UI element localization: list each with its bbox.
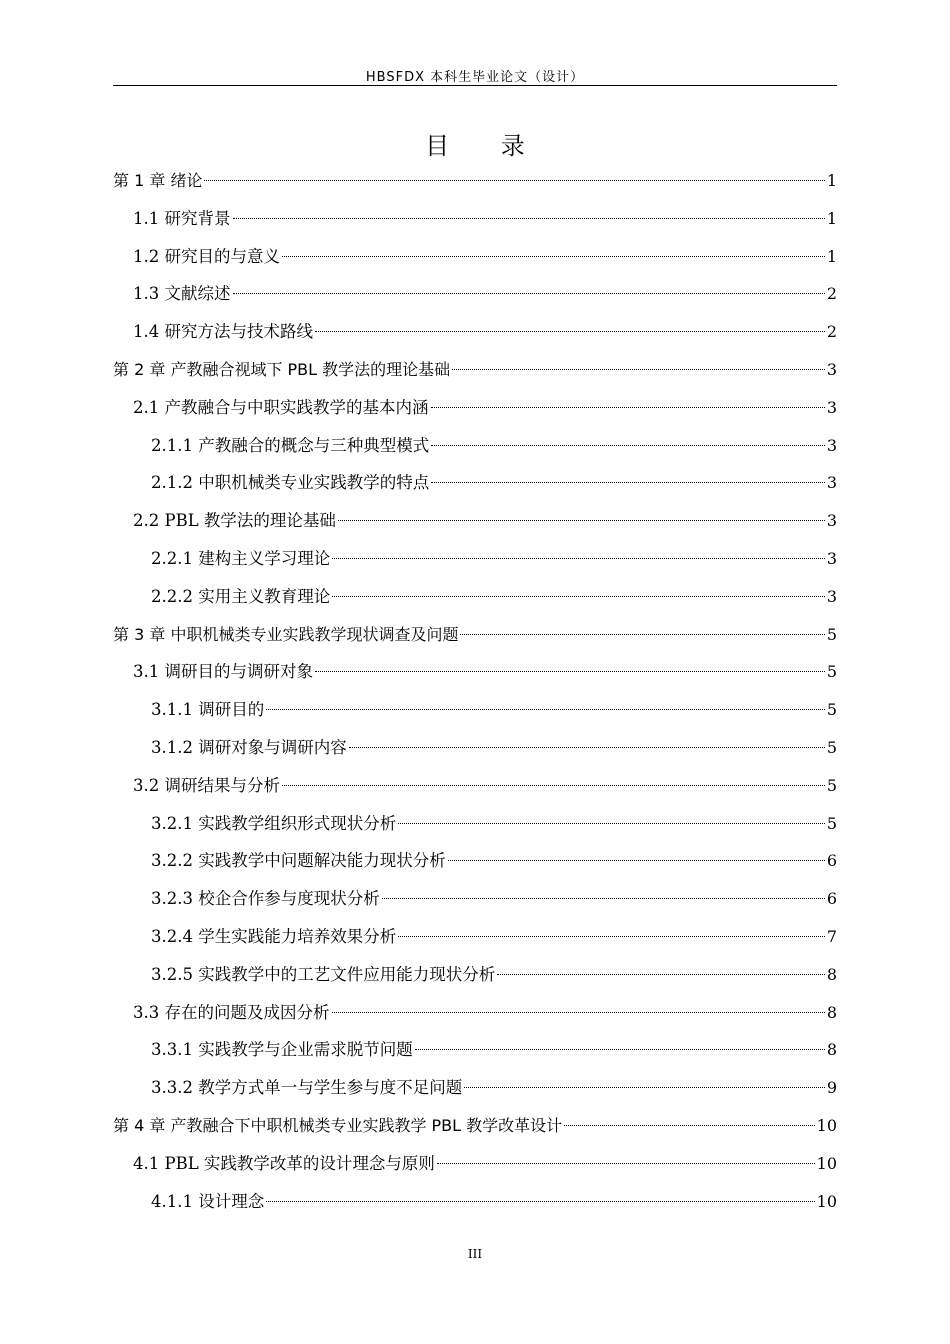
dot-leader bbox=[452, 369, 825, 370]
toc-entry-label: 3.1.2 调研对象与调研内容 bbox=[151, 737, 347, 757]
toc-entry-label: 4.1.1 设计理念 bbox=[151, 1191, 265, 1211]
toc-entry-page: 3 bbox=[826, 473, 837, 493]
toc-entry-label: 2.1.2 中职机械类专业实践教学的特点 bbox=[151, 473, 430, 493]
toc-entry[interactable] bbox=[113, 540, 837, 578]
header-rule bbox=[113, 85, 837, 86]
toc-entry-page: 10 bbox=[816, 1115, 837, 1135]
toc-entry[interactable] bbox=[113, 464, 837, 502]
toc-entry-label: 2.1 产教融合与中职实践教学的基本内涵 bbox=[133, 397, 429, 417]
dot-leader bbox=[332, 596, 825, 597]
dot-leader bbox=[266, 1201, 814, 1202]
dot-leader bbox=[315, 331, 825, 332]
toc-entry-label: 3.2.5 实践教学中的工艺文件应用能力现状分析 bbox=[151, 964, 496, 984]
toc-entry-label: 3.2.4 学生实践能力培养效果分析 bbox=[151, 926, 397, 946]
toc-entry-page: 3 bbox=[826, 511, 837, 531]
toc-entry[interactable] bbox=[113, 238, 837, 276]
toc-entry-page: 2 bbox=[826, 284, 837, 304]
toc-entry-page: 8 bbox=[826, 1040, 837, 1060]
toc-entry[interactable] bbox=[113, 918, 837, 956]
toc-entry[interactable] bbox=[113, 805, 837, 843]
toc-entry-page: 5 bbox=[826, 700, 837, 720]
toc-entry-page: 6 bbox=[826, 889, 837, 909]
toc-entry[interactable] bbox=[113, 578, 837, 616]
toc-entry-label: 1.4 研究方法与技术路线 bbox=[133, 322, 313, 342]
table-of-contents bbox=[113, 162, 837, 1220]
toc-entry-label: 1.2 研究目的与意义 bbox=[133, 246, 280, 266]
dot-leader bbox=[398, 936, 825, 937]
toc-entry-label: 2.2.1 建构主义学习理论 bbox=[151, 548, 331, 568]
toc-entry-page: 3 bbox=[826, 586, 837, 606]
toc-entry-page: 5 bbox=[826, 737, 837, 757]
dot-leader bbox=[464, 1087, 825, 1088]
toc-entry-page: 7 bbox=[826, 926, 837, 946]
toc-entry[interactable] bbox=[113, 313, 837, 351]
toc-entry-page: 1 bbox=[826, 246, 837, 266]
toc-entry-label: 3.3 存在的问题及成因分析 bbox=[133, 1002, 330, 1022]
toc-entry-page: 10 bbox=[816, 1191, 837, 1211]
toc-entry-page: 3 bbox=[826, 435, 837, 455]
dot-leader bbox=[332, 558, 825, 559]
dot-leader bbox=[338, 520, 825, 521]
toc-entry-page: 9 bbox=[826, 1078, 837, 1098]
dot-leader bbox=[431, 445, 825, 446]
toc-entry[interactable] bbox=[113, 616, 837, 654]
dot-leader bbox=[332, 1012, 825, 1013]
toc-entry[interactable] bbox=[113, 842, 837, 880]
toc-entry-page: 5 bbox=[826, 662, 837, 682]
toc-entry-page: 3 bbox=[826, 359, 837, 379]
dot-leader bbox=[431, 482, 825, 483]
dot-leader bbox=[415, 1049, 825, 1050]
dot-leader bbox=[398, 823, 825, 824]
toc-entry-page: 5 bbox=[826, 775, 837, 795]
toc-entry-page: 3 bbox=[826, 548, 837, 568]
toc-entry-label: 3.2.3 校企合作参与度现状分析 bbox=[151, 889, 380, 909]
dot-leader bbox=[282, 785, 825, 786]
toc-entry[interactable] bbox=[113, 502, 837, 540]
toc-entry-label: 2.2 PBL 教学法的理论基础 bbox=[133, 511, 336, 531]
toc-entry-page: 5 bbox=[826, 624, 837, 644]
toc-entry-page: 1 bbox=[826, 208, 837, 228]
toc-entry-label: 3.2.1 实践教学组织形式现状分析 bbox=[151, 813, 397, 833]
toc-entry[interactable] bbox=[113, 767, 837, 805]
toc-entry[interactable] bbox=[113, 162, 837, 200]
toc-entry[interactable] bbox=[113, 389, 837, 427]
dot-leader bbox=[564, 1125, 814, 1126]
dot-leader bbox=[349, 747, 825, 748]
toc-entry-label: 3.1.1 调研目的 bbox=[151, 700, 265, 720]
toc-entry-label: 3.1 调研目的与调研对象 bbox=[133, 662, 313, 682]
toc-entry-label: 第 3 章 中职机械类专业实践教学现状调查及问题 bbox=[113, 624, 459, 644]
toc-entry[interactable] bbox=[113, 1069, 837, 1107]
toc-entry-page: 3 bbox=[826, 397, 837, 417]
toc-entry[interactable] bbox=[113, 1031, 837, 1069]
dot-leader bbox=[315, 671, 825, 672]
toc-entry-label: 2.2.2 实用主义教育理论 bbox=[151, 586, 331, 606]
toc-entry-label: 3.3.2 教学方式单一与学生参与度不足问题 bbox=[151, 1078, 463, 1098]
dot-leader bbox=[431, 407, 825, 408]
toc-entry-page: 10 bbox=[816, 1153, 837, 1173]
toc-entry-label: 3.2.2 实践教学中问题解决能力现状分析 bbox=[151, 851, 446, 871]
toc-entry[interactable] bbox=[113, 275, 837, 313]
toc-entry-page: 8 bbox=[826, 964, 837, 984]
toc-entry[interactable] bbox=[113, 956, 837, 994]
toc-entry[interactable] bbox=[113, 729, 837, 767]
dot-leader bbox=[382, 898, 825, 899]
dot-leader bbox=[497, 974, 825, 975]
toc-entry-label: 3.2 调研结果与分析 bbox=[133, 775, 280, 795]
toc-entry-page: 6 bbox=[826, 851, 837, 871]
dot-leader bbox=[448, 860, 825, 861]
dot-leader bbox=[437, 1163, 815, 1164]
toc-entry-label: 2.1.1 产教融合的概念与三种典型模式 bbox=[151, 435, 430, 455]
toc-entry-page: 2 bbox=[826, 322, 837, 342]
toc-entry-label: 1.1 研究背景 bbox=[133, 208, 231, 228]
toc-entry-label: 第 4 章 产教融合下中职机械类专业实践教学 PBL 教学改革设计 bbox=[113, 1115, 563, 1135]
toc-entry-label: 4.1 PBL 实践教学改革的设计理念与原则 bbox=[133, 1153, 435, 1173]
toc-entry[interactable] bbox=[113, 1183, 837, 1221]
toc-entry[interactable] bbox=[113, 994, 837, 1032]
toc-entry-page: 8 bbox=[826, 1002, 837, 1022]
dot-leader bbox=[233, 218, 825, 219]
running-header: HBSFDX 本科生毕业论文（设计） bbox=[365, 70, 585, 85]
toc-entry[interactable] bbox=[113, 1107, 837, 1145]
toc-entry-page: 5 bbox=[826, 813, 837, 833]
toc-entry[interactable] bbox=[113, 200, 837, 238]
toc-entry[interactable] bbox=[113, 691, 837, 729]
dot-leader bbox=[204, 180, 824, 181]
dot-leader bbox=[282, 256, 825, 257]
toc-entry-label: 1.3 文献综述 bbox=[133, 284, 231, 304]
page-number: III bbox=[467, 1247, 483, 1261]
toc-entry-page: 1 bbox=[826, 171, 837, 190]
dot-leader bbox=[233, 293, 825, 294]
toc-title: 目 录 bbox=[425, 132, 547, 160]
toc-entry[interactable] bbox=[113, 351, 837, 389]
toc-entry[interactable] bbox=[113, 1145, 837, 1183]
toc-entry-label: 3.3.1 实践教学与企业需求脱节问题 bbox=[151, 1040, 413, 1060]
toc-entry-label: 第 1 章 绪论 bbox=[113, 171, 203, 190]
toc-entry[interactable] bbox=[113, 653, 837, 691]
toc-entry[interactable] bbox=[113, 427, 837, 465]
toc-entry-label: 第 2 章 产教融合视域下 PBL 教学法的理论基础 bbox=[113, 359, 451, 379]
toc-entry[interactable] bbox=[113, 880, 837, 918]
dot-leader bbox=[266, 709, 825, 710]
dot-leader bbox=[460, 634, 824, 635]
